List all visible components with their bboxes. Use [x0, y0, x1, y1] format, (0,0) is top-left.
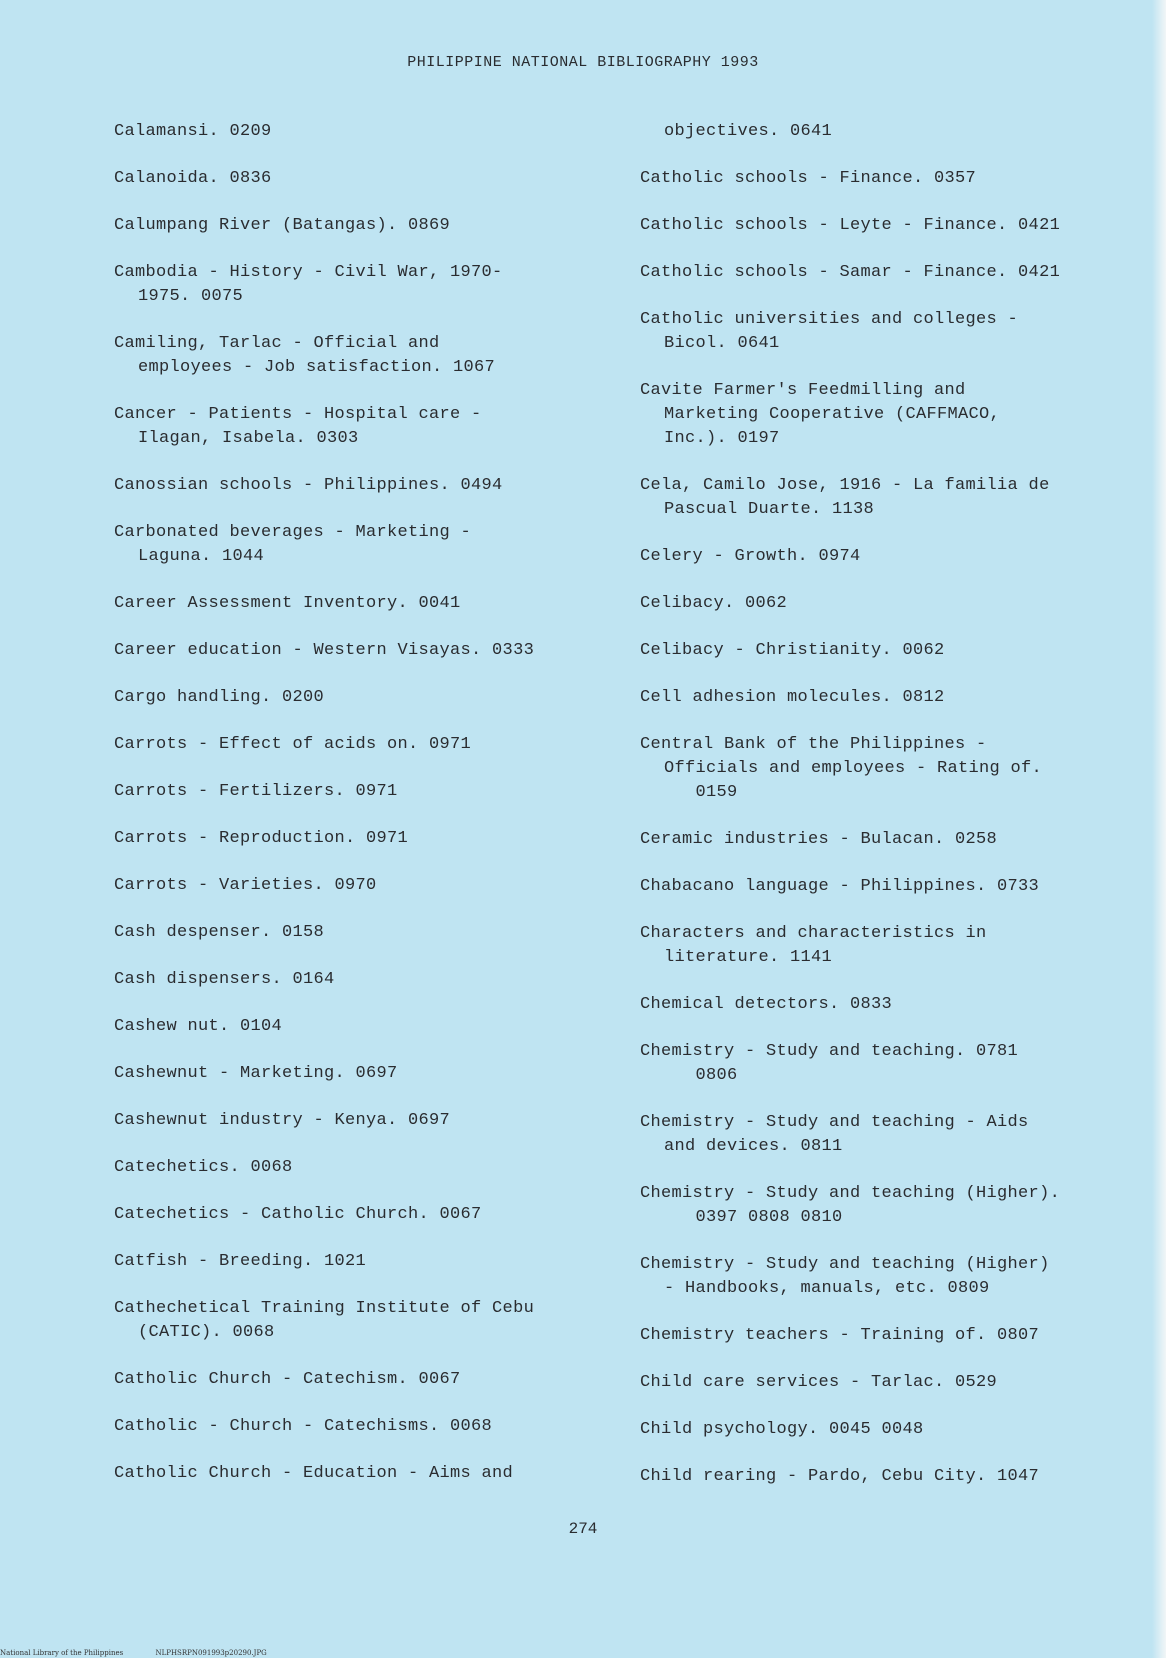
- index-entry: Cancer - Patients - Hospital care - Ilagan, Isabela. 0303: [114, 405, 482, 448]
- index-entry: Carrots - Fertilizers. 0971: [114, 782, 398, 801]
- index-entry: Chemistry - Study and teaching - Aids and devices. 0811: [640, 1113, 1029, 1156]
- index-entry: Child care services - Tarlac. 0529: [640, 1373, 998, 1392]
- index-entry: Catechetics. 0068: [114, 1158, 293, 1177]
- index-entry: Child psychology. 0045 0048: [640, 1420, 924, 1439]
- index-entry: Carrots - Effect of acids on. 0971: [114, 735, 472, 754]
- page-edge: [1152, 0, 1166, 1658]
- index-entry: Celibacy. 0062: [640, 594, 788, 613]
- index-entry: Child rearing - Pardo, Cebu City. 1047: [640, 1467, 1040, 1486]
- footer-file: NLPHSRPN091993p20290.JPG: [155, 1649, 267, 1657]
- page-title: PHILIPPINE NATIONAL BIBLIOGRAPHY 1993: [407, 54, 759, 71]
- index-entry: Cashew nut. 0104: [114, 1017, 283, 1036]
- index-entry: Characters and characteristics in literature. 1141: [640, 924, 987, 967]
- index-entry: Celery - Growth. 0974: [640, 547, 861, 566]
- index-entry: Cash dispensers. 0164: [114, 970, 335, 989]
- index-entry: Catholic universities and colleges - Bicol. 0641: [640, 310, 1019, 353]
- index-entry: Carrots - Varieties. 0970: [114, 876, 377, 895]
- index-entry: Cell adhesion molecules. 0812: [640, 688, 945, 707]
- index-entry: Catfish - Breeding. 1021: [114, 1252, 367, 1271]
- index-entry: Celibacy - Christianity. 0062: [640, 641, 945, 660]
- index-entry: Catholic schools - Finance. 0357: [640, 169, 977, 188]
- index-entry: Catholic Church - Catechism. 0067: [114, 1370, 461, 1389]
- page-number: 274: [568, 1520, 598, 1538]
- index-entry: Catechetics - Catholic Church. 0067: [114, 1205, 482, 1224]
- index-entry: Chemistry - Study and teaching (Higher). 0397 0808 0810: [640, 1184, 1061, 1227]
- index-entry: Chabacano language - Philippines. 0733: [640, 877, 1040, 896]
- index-entry: Cambodia - History - Civil War, 1970- 1975. 0075: [114, 263, 503, 306]
- index-entry: Central Bank of the Philippines - Officials and employees - Rating of. 0159: [640, 735, 1043, 802]
- index-entry: Cathechetical Training Institute of Cebu (CATIC). 0068: [114, 1299, 535, 1342]
- footer-library: National Library of the Philippines: [0, 1649, 124, 1657]
- index-entry: Catholic - Church - Catechisms. 0068: [114, 1417, 493, 1436]
- footer: [0, 1649, 297, 1657]
- index-entry: Calanoida. 0836: [114, 169, 272, 188]
- index-entry: Camiling, Tarlac - Official and employees - Job satisfaction. 1067: [114, 334, 496, 377]
- index-entry: Career education - Western Visayas. 0333: [114, 641, 535, 660]
- index-entry: Catholic Church - Education - Aims and: [114, 1464, 514, 1483]
- right-column: [640, 120, 1140, 1512]
- index-entry: objectives. 0641: [664, 122, 833, 141]
- index-entry: Canossian schools - Philippines. 0494: [114, 476, 503, 495]
- left-column: [114, 120, 614, 1509]
- index-entry: Cash despenser. 0158: [114, 923, 325, 942]
- index-entry: Cargo handling. 0200: [114, 688, 325, 707]
- index-entry: Chemistry teachers - Training of. 0807: [640, 1326, 1040, 1345]
- index-entry: Carbonated beverages - Marketing - Laguna. 1044: [114, 523, 472, 566]
- index-entry: Calamansi. 0209: [114, 122, 272, 141]
- index-entry: Chemical detectors. 0833: [640, 995, 893, 1014]
- index-entry: Cashewnut industry - Kenya. 0697: [114, 1111, 451, 1130]
- index-entry: Carrots - Reproduction. 0971: [114, 829, 409, 848]
- index-entry: Ceramic industries - Bulacan. 0258: [640, 830, 998, 849]
- index-entry: Cela, Camilo Jose, 1916 - La familia de Pascual Duarte. 1138: [640, 476, 1050, 519]
- index-entry: Cavite Farmer's Feedmilling and Marketing Cooperative (CAFFMACO, Inc.). 0197: [640, 381, 1001, 448]
- index-entry: Catholic schools - Samar - Finance. 0421: [640, 263, 1061, 282]
- index-entry: Cashewnut - Marketing. 0697: [114, 1064, 398, 1083]
- index-entry: Calumpang River (Batangas). 0869: [114, 216, 451, 235]
- index-entry: Catholic schools - Leyte - Finance. 0421: [640, 216, 1061, 235]
- index-entry: Chemistry - Study and teaching. 0781 0806: [640, 1042, 1019, 1085]
- index-entry: Career Assessment Inventory. 0041: [114, 594, 461, 613]
- index-entry: Chemistry - Study and teaching (Higher) - Handbooks, manuals, etc. 0809: [640, 1255, 1050, 1298]
